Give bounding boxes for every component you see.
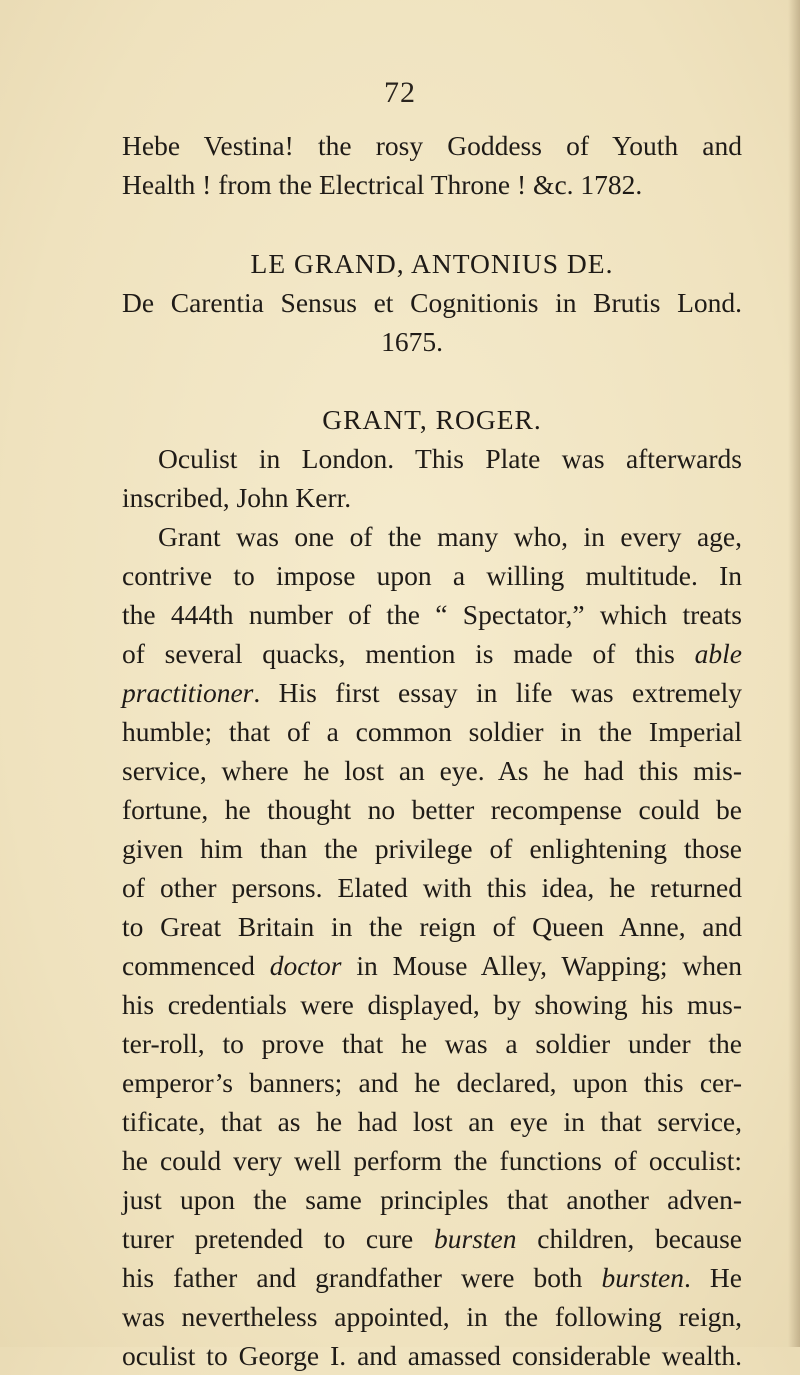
entry-heading: GRANT, ROGER.: [322, 404, 542, 435]
italic-term-doctor: doctor: [269, 950, 342, 981]
page-edge-shadow: [788, 0, 800, 1347]
entry-text-line: service, where he lost an eye. As he had this mis-: [122, 755, 742, 786]
entry-heading: LE GRAND, ANTONIUS DE.: [250, 248, 614, 279]
entry-text-line: [122, 946, 742, 985]
entry-text-line: fortune, he thought no better recompense could be: [122, 794, 742, 825]
entry-text-line: Grant was one of the many who, in every age,: [158, 521, 742, 552]
entry-text-line: to Great Britain in the reign of Queen Anne, and: [122, 911, 742, 942]
entry-text-line: given him than the privilege of enlightening those: [122, 833, 742, 864]
entry-text-line: the 444th number of the “ Spectator,” which treats: [122, 599, 742, 630]
entry-text-line: De Carentia Sensus et Cognitionis in Brutis Lond.: [122, 287, 742, 318]
entry-text-segment: of several quacks, mention is made of this: [122, 638, 695, 669]
entry-text-segment: children, because: [516, 1223, 742, 1254]
entry-text-line: just upon the same principles that another adven-: [122, 1184, 742, 1215]
entry-text-line: [122, 673, 742, 712]
entry-text-line: [122, 634, 742, 673]
italic-term-able: able: [694, 638, 742, 669]
entry-text-segment: in Mouse Alley, Wapping; when: [341, 950, 742, 981]
entry-text-segment: . His first essay in life was extremely: [253, 677, 742, 708]
italic-term-bursten: bursten: [601, 1262, 684, 1293]
entry-text-line: was nevertheless appointed, in the following reign,: [122, 1301, 742, 1332]
entry-text-line: Health ! from the Electrical Throne ! &c. 1782.: [122, 169, 643, 200]
entry-text-segment: commenced: [122, 950, 270, 981]
entry-text-line: contrive to impose upon a willing multitude. In: [122, 560, 742, 591]
entry-text-line: Oculist in London. This Plate was afterwards: [158, 443, 742, 474]
entry-text-segment: turer pretended to cure: [122, 1223, 434, 1254]
entry-text-line: oculist to George I. and amassed considerable wealth.: [122, 1340, 742, 1371]
entry-text-segment: his father and grandfather were both: [122, 1262, 602, 1293]
entry-text-line: he could very well perform the functions of occulist:: [122, 1145, 742, 1176]
italic-term-bursten: bursten: [434, 1223, 517, 1254]
italic-term-practitioner: practitioner: [122, 677, 254, 708]
entry-text-segment: . He: [683, 1262, 742, 1293]
entry-text-line: [122, 1258, 742, 1297]
entry-grant-roger: [122, 400, 742, 1375]
entry-text-line: inscribed, John Kerr.: [122, 482, 352, 513]
entry-text-line: [122, 1219, 742, 1258]
entry-text-line: humble; that of a common soldier in the Imperial: [122, 716, 742, 747]
entry-text-line: Hebe Vestina! the rosy Goddess of Youth and: [122, 130, 742, 161]
entry-text-line: his credentials were displayed, by showing his mus-: [122, 989, 742, 1020]
entry-text-line: emperor’s banners; and he declared, upon this cer-: [122, 1067, 742, 1098]
entry-le-grand: [122, 244, 742, 361]
entry-text-line: ter-roll, to prove that he was a soldier under the: [122, 1028, 742, 1059]
entry-hebe-vestina: [122, 126, 742, 204]
entry-text-line: 1675.: [381, 326, 443, 357]
page-number: 72: [384, 76, 416, 109]
entry-text-line: tificate, that as he had lost an eye in that service,: [122, 1106, 742, 1137]
entry-text-line: of other persons. Elated with this idea, he returned: [122, 872, 742, 903]
